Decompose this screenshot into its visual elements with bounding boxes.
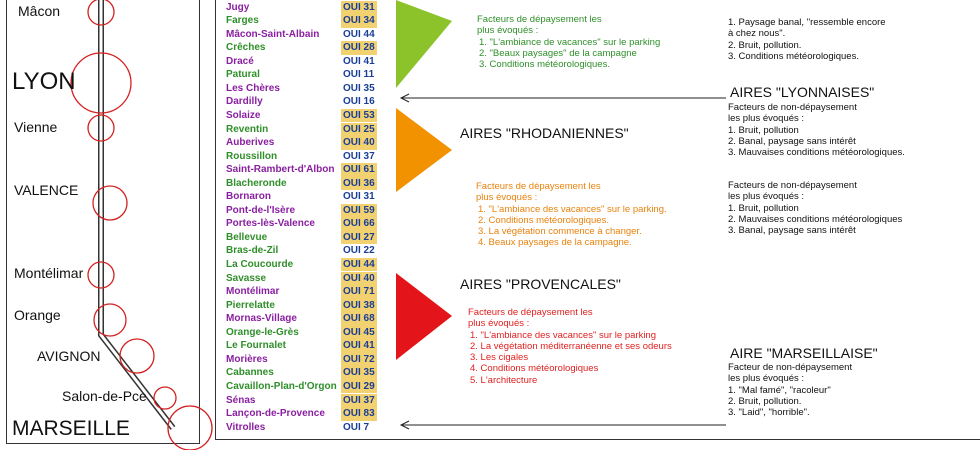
area-name: Mornas-Village	[226, 313, 297, 325]
green-heading-2: plus évoqués :	[477, 25, 539, 37]
area-oui-count: OUI 83	[343, 408, 375, 419]
marseillaise-heading-2: les plus évoqués :	[728, 373, 805, 385]
area-name: Saint-Rambert-d'Albon	[226, 164, 335, 176]
area-name: Le Fournalet	[226, 340, 287, 352]
city-montelimar: Montélimar	[14, 265, 84, 281]
area-name: Blacheronde	[226, 177, 287, 189]
area-oui-count: OUI 7	[343, 421, 370, 433]
area-name: Bras-de-Zil	[226, 245, 279, 257]
area-name: Savasse	[226, 272, 267, 284]
area-name: Dracé	[226, 55, 254, 67]
provencales-item-4: 4. Conditions météorologiques	[470, 363, 599, 375]
area-oui-count: OUI 44	[343, 28, 375, 40]
area-name: Sénas	[226, 394, 256, 406]
rhodaniennes-non-block	[728, 180, 902, 236]
provencales-title: AIRES "PROVENCALES"	[460, 276, 621, 292]
area-name: Morières	[226, 353, 268, 365]
green-triangle	[396, 0, 452, 88]
rhodaniennes-item-3: 3. La végétation commence à changer.	[478, 226, 642, 238]
rhodaniennes-block	[476, 181, 667, 249]
area-name: Pierrelatte	[226, 299, 275, 311]
circle-avignon	[120, 339, 154, 373]
city-orange: Orange	[14, 307, 61, 323]
area-oui-count: OUI 41	[343, 55, 375, 67]
area-name: Solaize	[226, 109, 261, 121]
rhodaniennes-non-item-1: 1. Bruit, pollution	[728, 202, 799, 214]
provencales-heading-2: plus évoqués :	[468, 318, 530, 330]
city-marseille: MARSEILLE	[12, 417, 130, 440]
area-name: La Coucourde	[226, 258, 294, 270]
area-oui-count: OUI 35	[343, 367, 375, 379]
area-oui-count: OUI 53	[343, 109, 375, 121]
circle-salon	[154, 387, 176, 409]
area-name: Mâcon-Saint-Albain	[226, 28, 320, 40]
top-right-item-4: 3. Conditions météorologiques.	[728, 50, 859, 62]
area-name: Portes-lès-Valence	[226, 218, 315, 230]
provencales-item-5: 5. L'architecture	[470, 374, 538, 386]
circle-marseille	[168, 406, 212, 450]
rhodaniennes-non-heading-2: les plus évoqués :	[728, 191, 805, 203]
area-oui-count: OUI 29	[343, 380, 375, 392]
rhodaniennes-title: AIRES "RHODANIENNES"	[460, 125, 629, 141]
green-block	[477, 14, 660, 70]
rhodaniennes-heading-2: plus évoqués :	[476, 192, 538, 204]
area-oui-count: OUI 25	[343, 123, 375, 135]
area-name: Auberives	[226, 137, 275, 148]
city-salon: Salon-de-Pce	[62, 388, 147, 404]
area-oui-count: OUI 41	[343, 340, 375, 352]
area-oui-count: OUI 36	[343, 177, 375, 189]
lyonnaises-heading-1: Facteurs de non-dépaysement	[728, 102, 857, 113]
area-oui-count: OUI 37	[343, 394, 375, 406]
top-right-item-3: 2. Bruit, pollution.	[728, 39, 802, 51]
area-oui-count: OUI 35	[343, 82, 375, 94]
area-name: Bellevue	[226, 231, 268, 243]
city-macon: Mâcon	[18, 3, 61, 19]
area-name: Vitrolles	[226, 421, 266, 433]
area-oui-count: OUI 37	[343, 150, 375, 162]
rhodaniennes-non-item-2: 2. Mauvaises conditions météorologiques	[728, 213, 903, 225]
area-name: Les Chères	[226, 82, 280, 94]
area-oui-count: OUI 34	[343, 15, 375, 27]
area-name: Montélimar	[226, 286, 280, 298]
provencales-block	[468, 307, 672, 386]
road-inner	[101, 0, 173, 428]
area-name: Pont-de-l'Isère	[226, 204, 296, 216]
provencales-heading-1: Facteurs de dépaysement les	[468, 307, 593, 318]
lyonnaises-item-1: 1. Bruit, pollution	[728, 124, 799, 136]
marseillaise-item-3: 3. "Laid", "horrible".	[728, 407, 810, 419]
lyonnaises-heading-2: les plus évoqués :	[728, 113, 805, 125]
area-oui-count: OUI 40	[343, 272, 375, 284]
green-item-1: 1. "L'ambiance de vacances" sur le parking	[479, 36, 661, 48]
provencales-item-2: 2. La végétation méditerranéenne et ses odeurs	[470, 340, 672, 352]
rhodaniennes-item-1: 1. "L'ambiance des vacances" sur le parking.	[478, 203, 667, 215]
provencales-item-3: 3. Les cigales	[470, 352, 529, 364]
area-oui-count: OUI 40	[343, 137, 375, 148]
area-name: Crêches	[226, 42, 266, 54]
area-oui-count: OUI 28	[343, 42, 375, 54]
lyonnaises-item-3: 3. Mauvaises conditions météorologiques.	[728, 147, 905, 159]
green-heading-1: Facteurs de dépaysement les	[477, 14, 602, 25]
area-name: Cabannes	[226, 367, 274, 379]
area-oui-count: OUI 31	[343, 191, 375, 203]
area-oui-count: OUI 59	[343, 204, 375, 216]
provencales-item-1: 1. "L'ambiance des vacances" sur le parking	[470, 329, 656, 341]
rhodaniennes-heading-1: Facteurs de dépaysement les	[476, 181, 601, 192]
marseillaise-item-2: 2. Bruit, pollution.	[728, 395, 802, 407]
area-oui-count: OUI 11	[343, 69, 375, 81]
area-name: Roussillon	[226, 150, 278, 162]
area-name: Dardilly	[226, 96, 263, 108]
marseillaise-heading-1: Facteur de non-dépaysement	[728, 362, 853, 373]
area-name: Patural	[226, 69, 260, 81]
area-oui-count: OUI 66	[343, 218, 375, 230]
rhodaniennes-item-4: 4. Beaux paysages de la campagne.	[478, 237, 632, 249]
marseillaise-title: AIRE "MARSEILLAISE"	[730, 345, 878, 361]
green-item-3: 3. Conditions météorologiques.	[479, 59, 610, 71]
area-name: Orange-le-Grès	[226, 326, 299, 338]
rhodaniennes-non-item-3: 3. Banal, paysage sans intérêt	[728, 225, 856, 237]
lyonnaises-title: AIRES "LYONNAISES"	[730, 84, 875, 100]
area-name: Reventin	[226, 123, 269, 135]
top-right-block	[728, 17, 886, 62]
area-name: Jugy	[226, 1, 250, 13]
area-oui-count: OUI 31	[343, 1, 375, 13]
top-right-item-1: 1. Paysage banal, "ressemble encore	[728, 17, 886, 28]
area-oui-count: OUI 27	[343, 231, 375, 243]
area-oui-count: OUI 71	[343, 286, 375, 298]
red-triangle	[396, 273, 452, 360]
city-avignon: AVIGNON	[37, 348, 101, 364]
city-vienne: Vienne	[14, 119, 58, 135]
area-name: Lançon-de-Provence	[226, 408, 325, 419]
city-lyon: LYON	[12, 68, 76, 95]
area-oui-count: OUI 16	[343, 96, 375, 108]
area-name: Cavaillon-Plan-d'Orgon	[226, 380, 337, 392]
area-name: Bornaron	[226, 191, 271, 203]
road-outer	[101, 0, 173, 428]
area-oui-count: OUI 61	[343, 164, 375, 176]
area-oui-count: OUI 68	[343, 313, 375, 325]
area-oui-count: OUI 38	[343, 299, 375, 311]
city-valence: VALENCE	[14, 182, 79, 198]
lyonnaises-block	[728, 102, 905, 158]
marseillaise-block	[728, 362, 852, 418]
area-oui-count: OUI 45	[343, 326, 375, 338]
rhodaniennes-non-heading-1: Facteurs de non-dépaysement	[728, 180, 857, 191]
green-item-2: 2. "Beaux paysages" de la campagne	[479, 47, 637, 59]
top-right-item-2: à chez nous".	[728, 28, 786, 40]
area-oui-count: OUI 22	[343, 245, 375, 257]
lyonnaises-item-2: 2. Banal, paysage sans intérêt	[728, 135, 856, 147]
area-oui-count: OUI 44	[343, 258, 375, 270]
area-name: Farges	[226, 15, 259, 27]
area-oui-count: OUI 72	[343, 353, 375, 365]
marseillaise-item-1: 1. "Mal famé", "racoleur"	[728, 384, 831, 396]
orange-triangle	[396, 108, 452, 192]
rhodaniennes-item-2: 2. Conditions météorologiques.	[478, 214, 609, 226]
